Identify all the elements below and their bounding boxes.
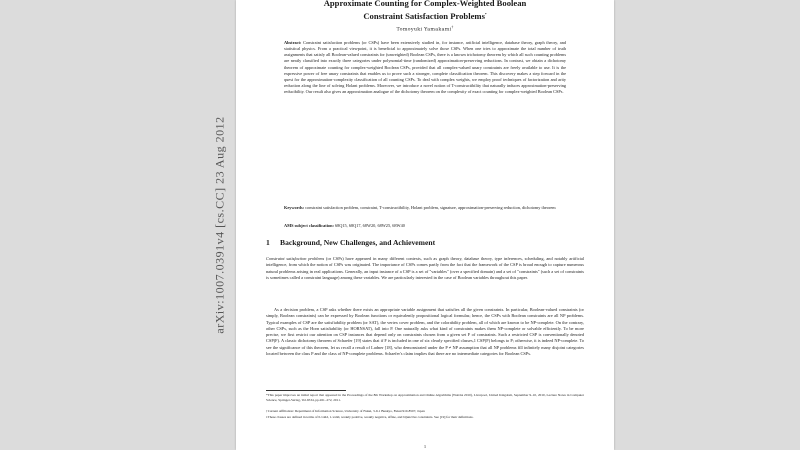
footnote-1: *This paper improves an initial report that appeared in the Proceedings of the 8th Workshop on Approximation and Online Algorithms (WAOA 2010), Liverpool, United Kingdom, September 9–10, 2010, Lecture Notes in Computer Science, Springer-Verlag, Vol.6534, pp.261–272, 2011.	[266, 393, 584, 402]
author-name	[256, 25, 594, 33]
para2-text: As a decision problem, a CSP asks whether there exists an appropriate variable assignment that satisfies all the given constraints. In particular, Boolean-valued constraints (or simply, Boolean constraints) can be expressed by Boolean functions or equivalently propositional logical formulas; hence, the CSPs with Boolean constraints are all NP problems. Typical examples of CSP are the satisfiability problem (or SAT), the vertex cover problem, and the colorability problem, all of which are known to be NP-complete. On the contrary, other CSPs, such as the Horn satisfiability (or HORNSAT), fall into P. One naturally asks what kind of constraints makes them NP-complete or solvable efficiently. To be more precise, we first restrict our attention on CSP instances that depend only on constraints chosen from a given set F of constraints. Such a restricted CSP is conventionally denoted CSP(F). A classic dichotomy theorem of Schaefer [19] states that if F is included in one of six clearly specified classes,1 CSP(F) belongs to P; otherwise, it is indeed NP-complete. To see the significance of this theorem, let us recall a result of Ladner [18], who demonstrated under the P ≠ NP assumption that all NP problems fill infinitely many disjoint categories located between the class P and the class of NP-complete problems. Schaefer's claim implies that there are no intermediate categories for Boolean CSPs.	[266, 307, 584, 357]
section-title: Background, New Challenges, and Achievement	[280, 238, 436, 247]
author-text: Tomoyuki Yamakami	[396, 27, 452, 33]
page-number: 1	[423, 444, 427, 449]
para1-lead: Constraint satisfaction problems	[266, 256, 325, 261]
keywords	[284, 205, 566, 211]
arxiv-identifier: arXiv:1007.0391v4 [cs.CC] 23 Aug 2012	[212, 116, 227, 334]
section-number: 1	[266, 238, 270, 247]
keywords-text: constraint satisfaction problem, constraint, T-constructibility, Holant problem, signature, approximation-preserving reduction, dichotomy theorem	[305, 205, 556, 210]
title-line-2: Constraint Satisfaction Problems	[363, 10, 485, 21]
abstract	[284, 40, 566, 95]
abstract-text: Constraint satisfaction problems (or CSPs) have been extensively studied in, for instance, artificial intelligence, database theory, graph theory, and statistical physics. From a practical viewpoint, it is beneficial to approximately solve those CSPs. When one tries to approximate the total number of truth assignments that satisfy all Boolean-valued constraints for (unweighted) Boolean CSPs, there is a known trichotomy theorem by which all such counting problems are neatly classified into exactly three categories under polynomial-time (randomized) approximation-preserving reductions. In contrast, we obtain a dichotomy theorem of approximate counting for complex-weighted Boolean CSPs, provided that all complex-valued unary constraints are freely available to use. It is the expressive power of free unary constraints that enables us to prove such a stronger, complete classification theorem. This discovery makes a step forward in the quest for the approximation-complexity classification of all counting CSPs. To deal with complex weights, we employ proof techniques of factorization and arity reduction along the line of solving Holant problems. Moreover, we introduce a novel notion of T-constructibility that naturally induces approximation-preserving reducibility. Our result also gives an approximation analogue of the dichotomy theorem on the complexity of exact counting for complex-weighted Boolean CSPs.	[284, 40, 566, 95]
keywords-label: Keywords:	[284, 205, 305, 210]
ams-text: 68Q15, 68Q17, 68W20, 68W25, 68W40	[334, 223, 405, 228]
body-paragraph-2	[266, 307, 584, 357]
ams-classification	[284, 223, 566, 229]
footnote-rule	[266, 390, 346, 391]
title-footnote-mark: *	[484, 12, 487, 16]
footnote-2: †Current Affiliation: Department of Information Science, University of Fukui, 3-9-1 Bunkyo, Fukui 910-8507, Japan	[266, 409, 425, 413]
title-line-1: Approximate Counting for Complex-Weighted Boolean	[323, 0, 527, 8]
body-paragraph-1	[266, 256, 584, 281]
footnote-3: 1These classes are defined in terms of 0-valid, 1-valid, weakly positive, weakly negative, affine, and bijunctive constraints. See [19] for their definitions.	[266, 415, 474, 419]
section-heading	[266, 238, 435, 247]
paper-title	[256, 0, 594, 22]
author-footnote-mark: †	[451, 25, 454, 29]
para1-text: (or CSPs) have appeared in many different contexts, such as graph theory, database theory, type inferences, scheduling, and notably artificial intelligence, from which the notion of CSPs was originated. The importance of CSPs comes partly from the fact that the framework of the CSP is broad enough to capture numerous natural problems arising in real applications. Generally, an input instance of a CSP is a set of "variables" (over a specified domain) and a set of "constraints" (such a set of constraints is sometimes called a constraint language) among these variables. We are particularly interested in the case of Boolean variables throughout this paper.	[266, 256, 584, 280]
abstract-label: Abstract:	[284, 40, 302, 45]
ams-label: AMS subject classification:	[284, 223, 334, 228]
paper-page	[236, 0, 614, 450]
